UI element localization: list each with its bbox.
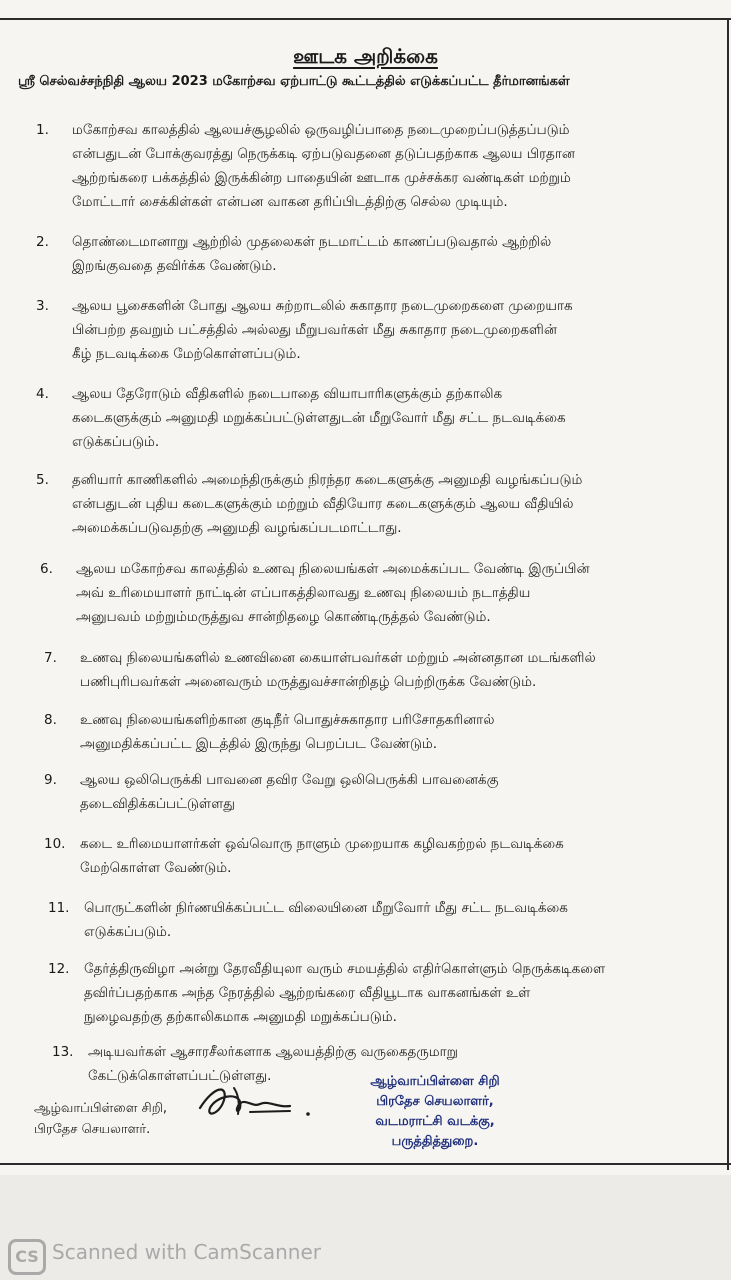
- resolution-line: இறங்குவதை தவிர்க்க வேண்டும்.: [72, 258, 277, 274]
- resolution-line: தொண்டைமானாறு ஆற்றில் முதலைகள் நடமாட்டம் காணப்படுவதால் ஆற்றில்: [72, 234, 552, 250]
- resolution-line: கேட்டுக்கொள்ளப்பட்டுள்ளது.: [88, 1068, 272, 1084]
- handwritten-signature: [194, 1078, 324, 1128]
- camscanner-watermark-text: Scanned with CamScanner: [52, 1240, 321, 1264]
- resolution-number: 7.: [44, 650, 57, 666]
- resolution-number: 13.: [52, 1044, 74, 1060]
- resolution-line: ஆற்றங்கரை பக்கத்தில் இருக்கின்ற பாதையின் ஊடாக முச்சக்கர வண்டிகள் மற்றும்: [72, 170, 571, 186]
- resolution-line: கீழ் நடவடிக்கை மேற்கொள்ளப்படும்.: [72, 346, 301, 362]
- top-border-line: [0, 18, 731, 20]
- resolution-text: [80, 832, 690, 880]
- resolution-line: மகோற்சவ காலத்தில் ஆலயச்சூழலில் ஒருவழிப்பாதை நடைமுறைப்படுத்தப்படும்: [72, 122, 570, 138]
- resolution-number: 11.: [48, 900, 70, 916]
- resolution-line: தனியார் காணிகளில் அமைந்திருக்கும் நிரந்தர கடைகளுக்கு அனுமதி வழங்கப்படும்: [72, 472, 583, 488]
- bottom-border-line: [0, 1163, 731, 1165]
- resolution-line: தேர்த்திருவிழா அன்று தேரவீதியுலா வரும் சமயத்தில் எதிர்கொள்ளும் நெருக்கடிகளை: [84, 961, 606, 977]
- resolution-line: ஆலய ஒலிபெருக்கி பாவனை தவிர வேறு ஒலிபெருக்கி பாவனைக்கு: [80, 772, 499, 788]
- resolution-text: [84, 896, 694, 944]
- stamp-line: பருத்தித்துறை.: [391, 1134, 479, 1149]
- resolution-line: அனுமதிக்கப்பட்ட இடத்தில் இருந்து பெறப்பட வேண்டும்.: [80, 736, 438, 752]
- official-stamp: [350, 1072, 520, 1152]
- stamp-line: பிரதேச செயலாளர்,: [376, 1094, 494, 1109]
- stamp-line: ஆழ்வாப்பிள்ளை சிறி: [370, 1074, 500, 1089]
- resolution-line: பின்பற்ற தவறும் பட்சத்தில் அல்லது மீறுபவர்கள் மீது சுகாதார நடைமுறைகளின்: [72, 322, 557, 338]
- resolution-line: ஆலய மகோற்சவ காலத்தில் உணவு நிலையங்கள் அமைக்கப்பட வேண்டி இருப்பின்: [76, 561, 590, 577]
- resolution-line: அமைக்கப்படுவதற்கு அனுமதி வழங்கப்படமாட்டாது.: [72, 520, 402, 536]
- resolution-line: அவ் உரிமையாளர் நாட்டின் எப்பாகத்திலாவது உணவு நிலையம் நடாத்திய: [76, 585, 531, 601]
- resolution-line: கடை உரிமையாளர்கள் ஒவ்வொரு நாளும் முறையாக கழிவகற்றல் நடவடிக்கை: [80, 836, 564, 852]
- resolution-line: மோட்டார் சைக்கிள்கள் என்பன வாகன தரிப்பிடத்திற்கு செல்ல முடியும்.: [72, 194, 508, 210]
- resolution-line: எடுக்கப்படும்.: [84, 924, 172, 940]
- resolution-number: 4.: [36, 386, 49, 402]
- resolution-number: 9.: [44, 772, 57, 788]
- resolution-text: [80, 646, 690, 694]
- resolution-line: என்பதுடன் போக்குவரத்து நெருக்கடி ஏற்படுவதனை தடுப்பதற்காக ஆலய பிரதான: [72, 146, 575, 162]
- camscanner-logo-icon: CS: [8, 1239, 46, 1275]
- signatory-name: ஆழ்வாப்பிள்ளை சிறி,: [34, 1101, 168, 1116]
- stamp-line: வடமராட்சி வடக்கு,: [375, 1114, 495, 1129]
- resolution-text: [72, 294, 682, 366]
- resolution-text: [84, 957, 694, 1029]
- resolution-line: மேற்கொள்ள வேண்டும்.: [80, 860, 232, 876]
- resolution-line: கடைகளுக்கும் அனுமதி மறுக்கப்பட்டுள்ளதுடன் மீறுவோர் மீது சட்ட நடவடிக்கை: [72, 410, 566, 426]
- resolution-text: [80, 768, 690, 816]
- resolution-line: என்பதுடன் புதிய கடைகளுக்கும் மற்றும் வீதியோர கடைகளுக்கும் ஆலய வீதியில்: [72, 496, 574, 512]
- resolution-text: [72, 468, 682, 540]
- resolution-line: நுழைவதற்கு தற்காலிகமாக அனுமதி மறுக்கப்படும்.: [84, 1009, 397, 1025]
- resolution-line: தவிர்ப்பதற்காக அந்த நேரத்தில் ஆற்றங்கரை வீதியூடாக வாகனங்கள் உள்: [84, 985, 531, 1001]
- signatory-block: [34, 1098, 167, 1140]
- resolution-number: 10.: [44, 836, 66, 852]
- resolution-line: ஆலய தேரோடும் வீதிகளில் நடைபாதை வியாபாரிகளுக்கும் தற்காலிக: [72, 386, 503, 402]
- resolution-line: அடியவர்கள் ஆசாரசீலர்களாக ஆலயத்திற்கு வருகைதருமாறு: [88, 1044, 458, 1060]
- resolution-line: ஆலய பூசைகளின் போது ஆலய சுற்றாடலில் சுகாதார நடைமுறைகளை முறையாக: [72, 298, 573, 314]
- resolution-number: 12.: [48, 961, 70, 977]
- resolution-text: [72, 382, 682, 454]
- resolution-number: 2.: [36, 234, 49, 250]
- resolution-number: 8.: [44, 712, 57, 728]
- signatory-designation: பிரதேச செயலாளர்.: [34, 1122, 151, 1137]
- document-title: ஊடக அறிக்கை: [293, 44, 438, 68]
- resolution-line: அனுபவம் மற்றும்மருத்துவ சான்றிதழை கொண்டிருத்தல் வேண்டும்.: [76, 609, 491, 625]
- resolution-number: 5.: [36, 472, 49, 488]
- resolution-text: [80, 708, 690, 756]
- resolution-text: [76, 557, 686, 629]
- resolution-line: பணிபுரிபவர்கள் அனைவரும் மருத்துவச்சான்றிதழ் பெற்றிருக்க வேண்டும்.: [80, 674, 537, 690]
- resolution-line: எடுக்கப்படும்.: [72, 434, 160, 450]
- document-subtitle: ஸ்ரீ செல்வச்சந்நிதி ஆலய 2023 மகோற்சவ ஏற்பாட்டு கூட்டத்தில் எடுக்கப்பட்ட தீர்மானங்கள்: [18, 74, 570, 89]
- right-border-line: [727, 18, 729, 1170]
- resolution-number: 6.: [40, 561, 53, 577]
- resolution-line: தடைவிதிக்கப்பட்டுள்ளது: [80, 796, 235, 812]
- resolution-number: 3.: [36, 298, 49, 314]
- resolution-number: 1.: [36, 122, 49, 138]
- resolution-line: பொருட்களின் நிர்ணயிக்கப்பட்ட விலையினை மீறுவோர் மீது சட்ட நடவடிக்கை: [84, 900, 568, 916]
- resolution-line: உணவு நிலையங்களில் உணவினை கையாள்பவர்கள் மற்றும் அன்னதான மடங்களில்: [80, 650, 596, 666]
- resolution-line: உணவு நிலையங்களிற்கான குடிநீர் பொதுச்சுகாதார பரிசோதகரினால்: [80, 712, 495, 728]
- resolution-text: [72, 230, 682, 278]
- resolution-text: [72, 118, 682, 214]
